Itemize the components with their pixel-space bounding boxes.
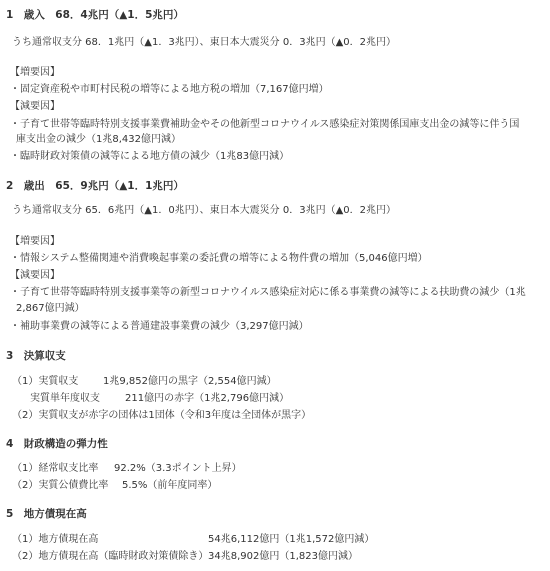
current-balance-ratio-value: 92.2%（3.3ポイント上昇） <box>114 463 242 474</box>
section-2-decrease-heading: 【減要因】 <box>10 270 60 281</box>
section-2-decrease-item-1-cont: 2,867億円減） <box>16 303 85 314</box>
section-2-increase-heading: 【増要因】 <box>10 236 60 247</box>
section-1-increase-heading: 【増要因】 <box>10 67 60 78</box>
local-bond-balance-value: 54兆6,112億円（1兆1,572億円減） <box>208 534 375 545</box>
deficit-entities-note: （2）実質収支が赤字の団体は1団体（令和3年度は全団体が黒字） <box>12 410 312 421</box>
section-1-decrease-item-1: ・子育て世帯等臨時特別支援事業費補助金やその他新型コロナウイルス感染症対策関係国庫支出金の減等に伴う国 <box>10 119 520 130</box>
local-bond-balance-excl-label: （2）地方債現在高（臨時財政対策債除き） <box>12 551 209 562</box>
section-2-increase-item: ・情報システム整備関連や消費喚起事業の委託費の増等による物件費の増加（5,046億円増） <box>10 253 428 264</box>
current-balance-ratio-row <box>12 462 242 476</box>
section-5-heading: 5 地方債現在高 <box>6 508 87 520</box>
section-2-breakdown: うち通常収支分 65．6兆円（▲1．0兆円）、東日本大震災分 0．3兆円（▲0．2兆円） <box>12 205 396 216</box>
section-1-increase-item: ・固定資産税や市町村民税の増等による地方税の増加（7,167億円増） <box>10 84 329 95</box>
section-2-decrease-item-2: ・補助事業費の減等による普通建設事業費の減少（3,297億円減） <box>10 321 309 332</box>
local-bond-balance-row <box>12 533 374 547</box>
section-1-decrease-heading: 【減要因】 <box>10 101 60 112</box>
current-balance-ratio-label: （1）経常収支比率 <box>12 463 99 474</box>
local-bond-balance-label: （1）地方債現在高 <box>12 534 99 545</box>
section-1-decrease-item-2: ・臨時財政対策債の減等による地方債の減少（1兆83億円減） <box>10 151 290 162</box>
section-3-heading: 3 決算収支 <box>6 350 66 362</box>
debt-service-ratio-row <box>12 479 217 493</box>
debt-service-ratio-value: 5.5%（前年度同率） <box>122 480 218 491</box>
section-2-decrease-item-1: ・子育て世帯等臨時特別支援事業等の新型コロナウイルス感染症対応に係る事業費の減等による扶助費の減少（1兆 <box>10 287 526 298</box>
single-year-balance-row <box>30 392 289 406</box>
single-year-balance-value: 211億円の赤字（1兆2,796億円減） <box>125 393 290 404</box>
single-year-balance-label: 実質単年度収支 <box>30 393 100 404</box>
section-2-heading: 2 歳出 65．9兆円（▲1．1兆円） <box>6 180 184 192</box>
section-1-breakdown: うち通常収支分 68．1兆円（▲1．3兆円）、東日本大震災分 0．3兆円（▲0．2兆円） <box>12 37 396 48</box>
section-1-heading: 1 歳入 68．4兆円（▲1．5兆円） <box>6 9 184 21</box>
local-bond-balance-excl-value: 34兆8,902億円（1,823億円減） <box>208 551 358 562</box>
actual-balance-label: （1）実質収支 <box>12 376 79 387</box>
local-bond-balance-excl-row <box>12 550 358 564</box>
debt-service-ratio-label: （2）実質公債費比率 <box>12 480 109 491</box>
section-1-decrease-item-1-cont: 庫支出金の減少（1兆8,432億円減） <box>16 134 181 145</box>
actual-balance-row <box>12 375 277 389</box>
actual-balance-value: 1兆9,852億円の黒字（2,554億円減） <box>103 376 277 387</box>
section-4-heading: 4 財政構造の弾力性 <box>6 438 108 450</box>
